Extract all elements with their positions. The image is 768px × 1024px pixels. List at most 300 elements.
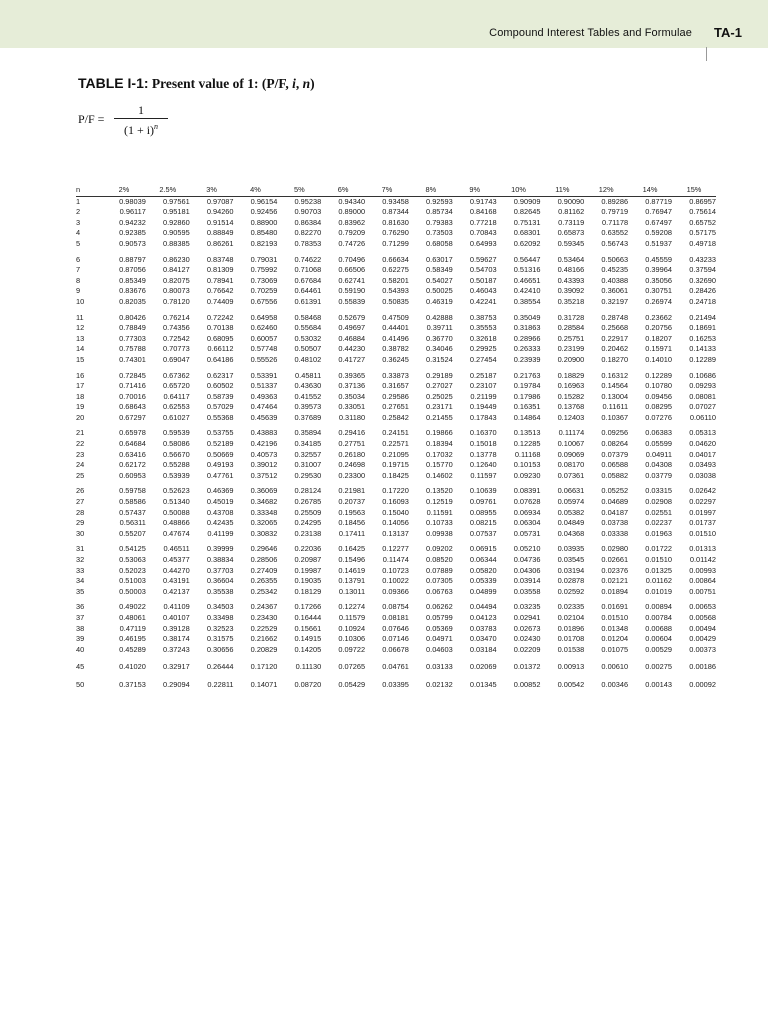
factor-cell: 0.18691: [689, 323, 716, 333]
table-caption-close: ): [310, 76, 315, 91]
factor-cell: 0.79209: [338, 228, 366, 238]
table-row: [76, 481, 716, 497]
factor-cell: 0.08391: [513, 486, 541, 496]
period-cell: 40: [76, 644, 85, 654]
factor-cell: 0.32690: [689, 275, 716, 285]
factor-cell: 0.74726: [338, 238, 366, 248]
period-cell: 27: [76, 497, 85, 507]
factor-cell: 0.09230: [513, 470, 541, 480]
factor-cell: 0.02209: [513, 644, 541, 654]
period-cell: 19: [76, 402, 85, 412]
factor-cell: 0.32197: [601, 296, 629, 306]
factor-cell: 0.54393: [382, 286, 409, 296]
column-header-rate: 12%: [584, 185, 628, 196]
factor-cell: 0.86384: [294, 217, 322, 227]
factor-cell: 0.64958: [250, 312, 278, 322]
factor-cell: 0.16312: [601, 370, 629, 380]
factor-cell: 0.01142: [689, 555, 716, 564]
factor-cell: 0.28506: [250, 555, 278, 564]
period-cell: 11: [76, 312, 84, 322]
period-cell: 21: [76, 428, 85, 438]
factor-cell: 0.90573: [119, 238, 146, 248]
factor-cell: 0.02673: [513, 623, 541, 633]
factor-cell: 0.01691: [601, 602, 629, 612]
factor-cell: 0.33498: [206, 612, 234, 622]
factor-cell: 0.40388: [601, 275, 629, 285]
factor-cell: 0.14915: [294, 634, 322, 644]
factor-cell: 0.26333: [513, 344, 541, 354]
fraction-bar: [114, 118, 168, 119]
factor-cell: 0.01894: [601, 586, 629, 596]
factor-cell: 0.69047: [162, 354, 190, 364]
formula-fraction: [114, 103, 168, 137]
factor-cell: 0.07027: [689, 402, 716, 412]
factor-cell: 0.01510: [645, 555, 672, 564]
factor-cell: 0.12289: [689, 354, 716, 364]
column-header-rate: 7%: [365, 185, 409, 196]
period-cell: 24: [76, 460, 85, 470]
factor-cell: 0.11579: [338, 612, 366, 622]
factor-cell: 0.01325: [645, 565, 672, 575]
factor-cell: 0.11611: [602, 402, 629, 412]
factor-cell: 0.53939: [162, 470, 190, 480]
factor-cell: 0.05252: [601, 486, 629, 496]
factor-cell: 0.04017: [689, 449, 716, 459]
factor-cell: 0.47464: [250, 402, 278, 412]
factor-cell: 0.82193: [250, 238, 278, 248]
factor-cell: 0.12403: [557, 412, 585, 422]
factor-cell: 0.41109: [163, 602, 190, 612]
factor-cell: 0.66112: [207, 344, 234, 354]
table-row: [76, 673, 716, 691]
factor-cell: 0.37136: [338, 381, 366, 391]
factor-cell: 0.12289: [645, 370, 672, 380]
factor-cell: 0.50507: [294, 344, 322, 354]
factor-cell: 0.08520: [426, 555, 453, 564]
factor-cell: 0.06262: [426, 602, 453, 612]
factor-cell: 0.82035: [119, 296, 146, 306]
formula-denominator: [114, 120, 168, 137]
factor-cell: 0.02335: [557, 602, 585, 612]
factor-cell: 0.06110: [689, 412, 716, 422]
factor-cell: 0.58201: [382, 275, 409, 285]
factor-cell: 0.00568: [689, 612, 716, 622]
table-caption-i: i: [292, 76, 296, 91]
factor-cell: 0.02878: [557, 576, 585, 586]
factor-cell: 0.16253: [689, 333, 716, 343]
factor-cell: 0.00186: [689, 662, 716, 672]
factor-cell: 0.05369: [426, 623, 453, 633]
factor-cell: 0.00784: [645, 612, 672, 622]
table-row: [76, 439, 716, 450]
factor-cell: 0.58086: [162, 439, 190, 449]
table-row: [76, 587, 716, 598]
factor-cell: 0.14056: [382, 518, 409, 528]
factor-cell: 0.76214: [162, 312, 190, 322]
period-cell: 2: [76, 207, 81, 217]
factor-cell: 0.11591: [426, 507, 453, 517]
column-header-rate: 9%: [453, 185, 497, 196]
factor-cell: 0.61027: [162, 412, 190, 422]
factor-cell: 0.01075: [601, 644, 629, 654]
factor-cell: 0.53755: [206, 428, 234, 438]
factor-cell: 0.03493: [689, 460, 716, 470]
factor-cell: 0.78849: [119, 323, 146, 333]
factor-cell: 0.39999: [206, 544, 234, 554]
factor-cell: 0.65720: [162, 381, 190, 391]
table-row: [76, 518, 716, 529]
factor-cell: 0.51316: [513, 265, 541, 275]
factor-cell: 0.68095: [206, 333, 234, 343]
factor-cell: 0.09938: [426, 528, 453, 538]
table-row: [76, 450, 716, 461]
factor-cell: 0.01313: [689, 544, 716, 554]
factor-cell: 0.08170: [557, 460, 585, 470]
factor-cell: 0.22529: [250, 623, 278, 633]
factor-cell: 0.53032: [294, 333, 322, 343]
factor-cell: 0.02551: [645, 507, 672, 517]
factor-cell: 0.01348: [601, 623, 629, 633]
factor-cell: 0.35056: [645, 275, 672, 285]
factor-cell: 0.20900: [557, 354, 585, 364]
factor-cell: 0.55207: [119, 528, 146, 538]
factor-cell: 0.32557: [294, 449, 322, 459]
factor-cell: 0.17986: [513, 391, 541, 401]
factor-cell: 0.86957: [689, 196, 716, 206]
factor-cell: 0.50663: [601, 254, 629, 264]
present-value-table-container: [76, 185, 716, 691]
factor-cell: 0.96117: [119, 207, 146, 217]
factor-cell: 0.06588: [601, 460, 629, 470]
factor-cell: 0.00604: [645, 634, 672, 644]
factor-cell: 0.13520: [426, 486, 453, 496]
factor-cell: 0.04761: [382, 662, 409, 672]
factor-cell: 0.78120: [162, 296, 190, 306]
factor-cell: 0.46511: [163, 544, 190, 554]
factor-cell: 0.73119: [558, 217, 585, 227]
table-caption-text: Present value of 1: (P/F,: [151, 76, 289, 91]
factor-cell: 0.49697: [338, 323, 366, 333]
factor-cell: 0.85480: [250, 228, 278, 238]
factor-cell: 0.96154: [250, 196, 278, 206]
factor-cell: 0.41199: [207, 528, 234, 538]
factor-cell: 0.02661: [601, 555, 629, 564]
factor-cell: 0.13778: [469, 449, 497, 459]
factor-cell: 0.57437: [119, 507, 146, 517]
period-cell: 28: [76, 507, 85, 517]
factor-cell: 0.64117: [163, 391, 190, 401]
factor-cell: 0.88900: [250, 217, 278, 227]
factor-cell: 0.17843: [469, 412, 497, 422]
present-value-table: [76, 185, 716, 691]
factor-cell: 0.46884: [338, 333, 366, 343]
factor-cell: 0.29189: [426, 370, 453, 380]
factor-cell: 0.58586: [119, 497, 146, 507]
factor-cell: 0.70773: [162, 344, 190, 354]
factor-cell: 0.23199: [557, 344, 585, 354]
factor-cell: 0.35034: [338, 391, 366, 401]
period-cell: 31: [76, 544, 85, 554]
column-header-rate: 2%: [102, 185, 146, 196]
factor-cell: 0.15496: [338, 555, 366, 564]
factor-cell: 0.49363: [250, 391, 278, 401]
factor-cell: 0.20987: [294, 555, 322, 564]
factor-cell: 0.75131: [513, 217, 541, 227]
factor-cell: 0.43708: [206, 507, 234, 517]
factor-cell: 0.16425: [338, 544, 366, 554]
factor-cell: 0.08720: [294, 679, 322, 689]
factor-cell: 0.45811: [295, 370, 322, 380]
factor-cell: 0.31180: [338, 412, 366, 422]
factor-cell: 0.67497: [645, 217, 672, 227]
factor-cell: 0.21199: [470, 391, 497, 401]
header-divider: [706, 47, 707, 61]
factor-cell: 0.90703: [294, 207, 322, 217]
factor-cell: 0.01510: [601, 612, 629, 622]
factor-cell: 0.85734: [426, 207, 453, 217]
factor-cell: 0.38753: [469, 312, 497, 322]
factor-cell: 0.03545: [557, 555, 585, 564]
factor-cell: 0.11597: [470, 470, 497, 480]
factor-cell: 0.65752: [689, 217, 716, 227]
factor-cell: 0.03395: [382, 679, 409, 689]
table-row: [76, 239, 716, 250]
factor-cell: 0.09069: [557, 449, 585, 459]
factor-cell: 0.19866: [426, 428, 453, 438]
factor-cell: 0.10153: [513, 460, 541, 470]
factor-cell: 0.02069: [469, 662, 497, 672]
column-header-rate: 6%: [321, 185, 365, 196]
factor-cell: 0.33873: [382, 370, 409, 380]
factor-cell: 0.01963: [645, 528, 672, 538]
table-row: [76, 207, 716, 218]
factor-cell: 0.94232: [119, 217, 146, 227]
factor-cell: 0.10733: [426, 518, 453, 528]
factor-cell: 0.19987: [294, 565, 322, 575]
factor-cell: 0.74409: [206, 296, 234, 306]
table-row: [76, 286, 716, 297]
column-header-rate: 2.5%: [146, 185, 190, 196]
factor-cell: 0.36770: [426, 333, 453, 343]
factor-cell: 0.13791: [338, 576, 366, 586]
factor-cell: 0.15018: [469, 439, 497, 449]
factor-cell: 0.74301: [119, 354, 146, 364]
table-row: [76, 392, 716, 403]
factor-cell: 0.06763: [426, 586, 453, 596]
factor-cell: 0.48166: [557, 265, 585, 275]
factor-cell: 0.04620: [689, 439, 716, 449]
factor-cell: 0.15971: [645, 344, 672, 354]
factor-cell: 0.91514: [206, 217, 234, 227]
factor-cell: 0.00373: [689, 644, 716, 654]
factor-cell: 0.36069: [250, 486, 278, 496]
period-cell: 39: [76, 634, 85, 644]
factor-cell: 0.77303: [119, 333, 146, 343]
factor-cell: 0.39365: [338, 370, 366, 380]
factor-cell: 0.28966: [513, 333, 541, 343]
factor-cell: 0.78353: [294, 238, 322, 248]
factor-cell: 0.68643: [119, 402, 146, 412]
factor-cell: 0.71068: [294, 265, 322, 275]
factor-cell: 0.33348: [250, 507, 278, 517]
factor-cell: 0.16444: [294, 612, 322, 622]
factor-cell: 0.14564: [601, 381, 629, 391]
factor-cell: 0.07361: [557, 470, 585, 480]
factor-cell: 0.48061: [119, 612, 146, 622]
factor-cell: 0.06915: [469, 544, 497, 554]
factor-cell: 0.05429: [338, 679, 366, 689]
factor-cell: 0.52679: [338, 312, 366, 322]
factor-cell: 0.67684: [294, 275, 322, 285]
factor-cell: 0.01896: [557, 623, 585, 633]
factor-cell: 0.49193: [206, 460, 234, 470]
factor-cell: 0.53063: [119, 555, 146, 564]
factor-cell: 0.23939: [513, 354, 541, 364]
factor-cell: 0.29416: [338, 428, 366, 438]
factor-cell: 0.38782: [382, 344, 409, 354]
factor-cell: 0.75788: [119, 344, 146, 354]
factor-cell: 0.05882: [601, 470, 629, 480]
factor-cell: 0.08215: [469, 518, 497, 528]
table-row: [76, 597, 716, 613]
factor-cell: 0.01345: [469, 679, 497, 689]
table-row: [76, 344, 716, 355]
factor-cell: 0.19449: [469, 402, 497, 412]
factor-cell: 0.21494: [689, 312, 716, 322]
factor-cell: 0.15282: [557, 391, 585, 401]
factor-cell: 0.09366: [382, 586, 409, 596]
table-row: [76, 645, 716, 656]
factor-cell: 0.07889: [426, 565, 453, 575]
period-cell: 34: [76, 576, 85, 586]
factor-cell: 0.01737: [689, 518, 716, 528]
factor-cell: 0.00275: [645, 662, 672, 672]
factor-cell: 0.06678: [382, 644, 409, 654]
factor-cell: 0.29094: [162, 679, 190, 689]
factor-cell: 0.52023: [119, 565, 146, 575]
factor-cell: 0.55526: [250, 354, 278, 364]
factor-cell: 0.56447: [513, 254, 541, 264]
factor-cell: 0.02642: [689, 486, 716, 496]
column-header-n: n: [76, 185, 102, 196]
factor-cell: 0.27409: [250, 565, 278, 575]
period-cell: 25: [76, 470, 85, 480]
factor-cell: 0.61391: [294, 296, 322, 306]
factor-cell: 0.29646: [250, 544, 278, 554]
factor-cell: 0.00852: [513, 679, 541, 689]
factor-cell: 0.02121: [601, 576, 629, 586]
factor-cell: 0.84127: [162, 265, 190, 275]
factor-cell: 0.72845: [119, 370, 146, 380]
factor-cell: 0.02297: [689, 497, 716, 507]
factor-cell: 0.70843: [469, 228, 497, 238]
table-row: [76, 460, 716, 471]
factor-cell: 0.14071: [250, 679, 278, 689]
period-cell: 36: [76, 602, 85, 612]
factor-cell: 0.11174: [558, 428, 585, 438]
factor-cell: 0.67362: [162, 370, 190, 380]
factor-cell: 0.63552: [601, 228, 629, 238]
factor-cell: 0.87719: [645, 196, 672, 206]
factor-cell: 0.07628: [513, 497, 541, 507]
factor-cell: 0.37703: [206, 565, 234, 575]
factor-cell: 0.28124: [294, 486, 322, 496]
period-cell: 1: [76, 196, 81, 206]
period-cell: 8: [76, 275, 81, 285]
factor-cell: 0.14133: [689, 344, 716, 354]
table-row: [76, 308, 716, 324]
factor-cell: 0.09722: [338, 644, 366, 654]
table-row: [76, 508, 716, 519]
factor-cell: 0.39012: [250, 460, 278, 470]
factor-cell: 0.23171: [426, 402, 453, 412]
factor-cell: 0.10723: [382, 565, 409, 575]
factor-cell: 0.50025: [426, 286, 453, 296]
factor-cell: 0.97087: [206, 196, 234, 206]
factor-cell: 0.09202: [426, 544, 453, 554]
factor-cell: 0.07146: [382, 634, 409, 644]
factor-cell: 0.92385: [119, 228, 146, 238]
column-header-rate: 4%: [234, 185, 278, 196]
factor-cell: 0.15040: [382, 507, 409, 517]
factor-cell: 0.01510: [689, 528, 716, 538]
factor-cell: 0.14205: [294, 644, 322, 654]
factor-cell: 0.02376: [601, 565, 629, 575]
table-row: [76, 265, 716, 276]
factor-cell: 0.42137: [162, 586, 190, 596]
factor-cell: 0.04971: [426, 634, 453, 644]
factor-cell: 0.02908: [645, 497, 672, 507]
factor-cell: 0.80073: [162, 286, 190, 296]
factor-cell: 0.34046: [426, 344, 453, 354]
factor-cell: 0.52623: [162, 486, 190, 496]
factor-cell: 0.26355: [250, 576, 278, 586]
factor-cell: 0.01538: [557, 644, 585, 654]
period-cell: 3: [76, 217, 81, 227]
factor-cell: 0.13137: [382, 528, 409, 538]
factor-cell: 0.32618: [469, 333, 497, 343]
factor-cell: 0.57175: [689, 228, 716, 238]
factor-cell: 0.58739: [206, 391, 234, 401]
factor-cell: 0.60057: [250, 333, 278, 343]
factor-cell: 0.17120: [250, 662, 278, 672]
factor-cell: 0.52189: [206, 439, 234, 449]
period-cell: 35: [76, 586, 85, 596]
factor-cell: 0.97561: [162, 196, 190, 206]
factor-cell: 0.14602: [426, 470, 453, 480]
factor-cell: 0.06344: [469, 555, 497, 564]
factor-cell: 0.40107: [162, 612, 190, 622]
factor-cell: 0.62553: [162, 402, 190, 412]
factor-cell: 0.59208: [645, 228, 672, 238]
factor-cell: 0.20737: [338, 497, 366, 507]
factor-cell: 0.71299: [382, 238, 409, 248]
factor-cell: 0.12285: [513, 439, 541, 449]
factor-cell: 0.57748: [250, 344, 278, 354]
factor-cell: 0.01722: [645, 544, 672, 554]
factor-cell: 0.42435: [206, 518, 234, 528]
page-number: TA-1: [714, 25, 742, 40]
factor-cell: 0.36245: [382, 354, 409, 364]
period-cell: 10: [76, 296, 85, 306]
factor-cell: 0.85349: [119, 275, 146, 285]
factor-cell: 0.54125: [119, 544, 146, 554]
factor-cell: 0.50003: [119, 586, 146, 596]
factor-cell: 0.12274: [338, 602, 366, 612]
factor-cell: 0.45289: [119, 644, 146, 654]
factor-cell: 0.66634: [382, 254, 409, 264]
factor-cell: 0.07379: [601, 449, 629, 459]
